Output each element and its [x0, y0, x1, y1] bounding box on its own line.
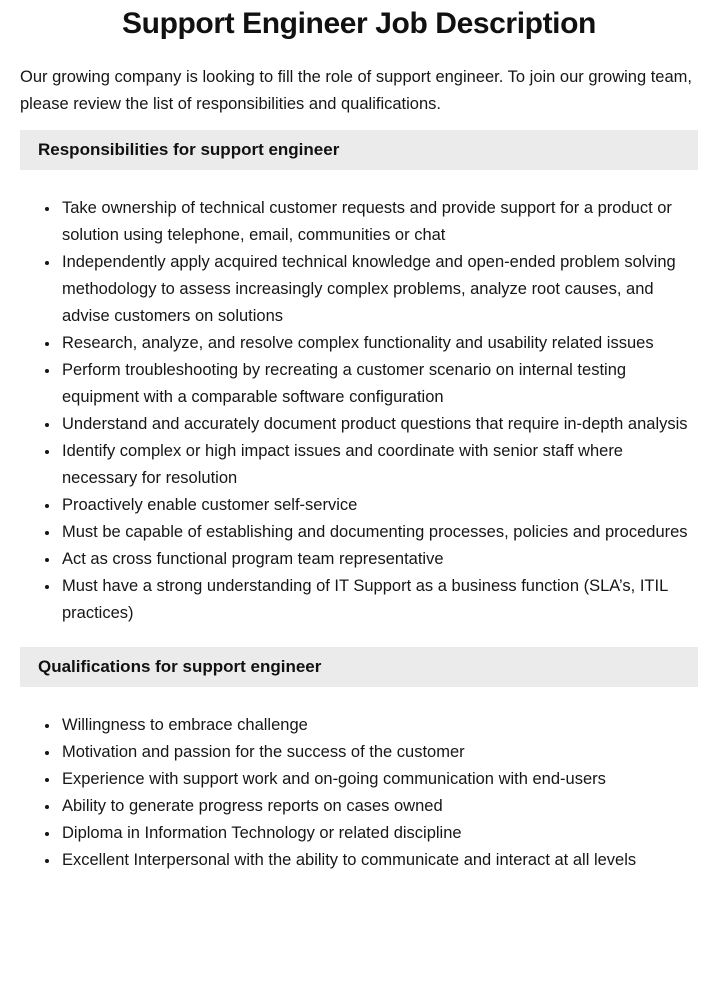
section-heading-responsibilities: Responsibilities for support engineer	[20, 130, 698, 170]
intro-paragraph: Our growing company is looking to fill the role of support engineer. To join our growing team, please review the list of responsibilities and qualifications.	[20, 68, 692, 113]
list-item: • Willingness to embrace challenge	[60, 712, 698, 739]
qualifications-list	[20, 712, 698, 874]
responsibilities-list	[20, 195, 698, 627]
list-item: • Proactively enable customer self-service	[60, 492, 698, 519]
list-item: • Act as cross functional program team representative	[60, 546, 698, 573]
list-item: • Perform troubleshooting by recreating a customer scenario on internal testing equipment with a comparable software configuration	[60, 357, 698, 411]
list-item: • Ability to generate progress reports on cases owned	[60, 793, 698, 820]
page-title: Support Engineer Job Description	[122, 7, 596, 40]
list-item: • Must be capable of establishing and documenting processes, policies and procedures	[60, 519, 698, 546]
list-item: • Research, analyze, and resolve complex functionality and usability related issues	[60, 330, 698, 357]
list-item: • Understand and accurately document product questions that require in-depth analysis	[60, 411, 698, 438]
section-responsibilities	[20, 130, 698, 627]
list-item: • Excellent Interpersonal with the ability to communicate and interact at all levels	[60, 847, 698, 874]
list-item: • Identify complex or high impact issues and coordinate with senior staff where necessary for resolution	[60, 438, 698, 492]
list-item: • Diploma in Information Technology or related discipline	[60, 820, 698, 847]
list-item: • Take ownership of technical customer requests and provide support for a product or solution using telephone, email, communities or chat	[60, 195, 698, 249]
list-item: • Experience with support work and on-going communication with end-users	[60, 766, 698, 793]
section-heading-qualifications: Qualifications for support engineer	[20, 647, 698, 687]
section-qualifications	[20, 647, 698, 874]
list-item: • Motivation and passion for the success of the customer	[60, 739, 698, 766]
list-item: • Independently apply acquired technical knowledge and open-ended problem solving methodology to assess increasingly complex problems, analyze root causes, and advise customers on solutions	[60, 249, 698, 330]
list-item: • Must have a strong understanding of IT Support as a business function (SLA’s, ITIL practices)	[60, 573, 698, 627]
